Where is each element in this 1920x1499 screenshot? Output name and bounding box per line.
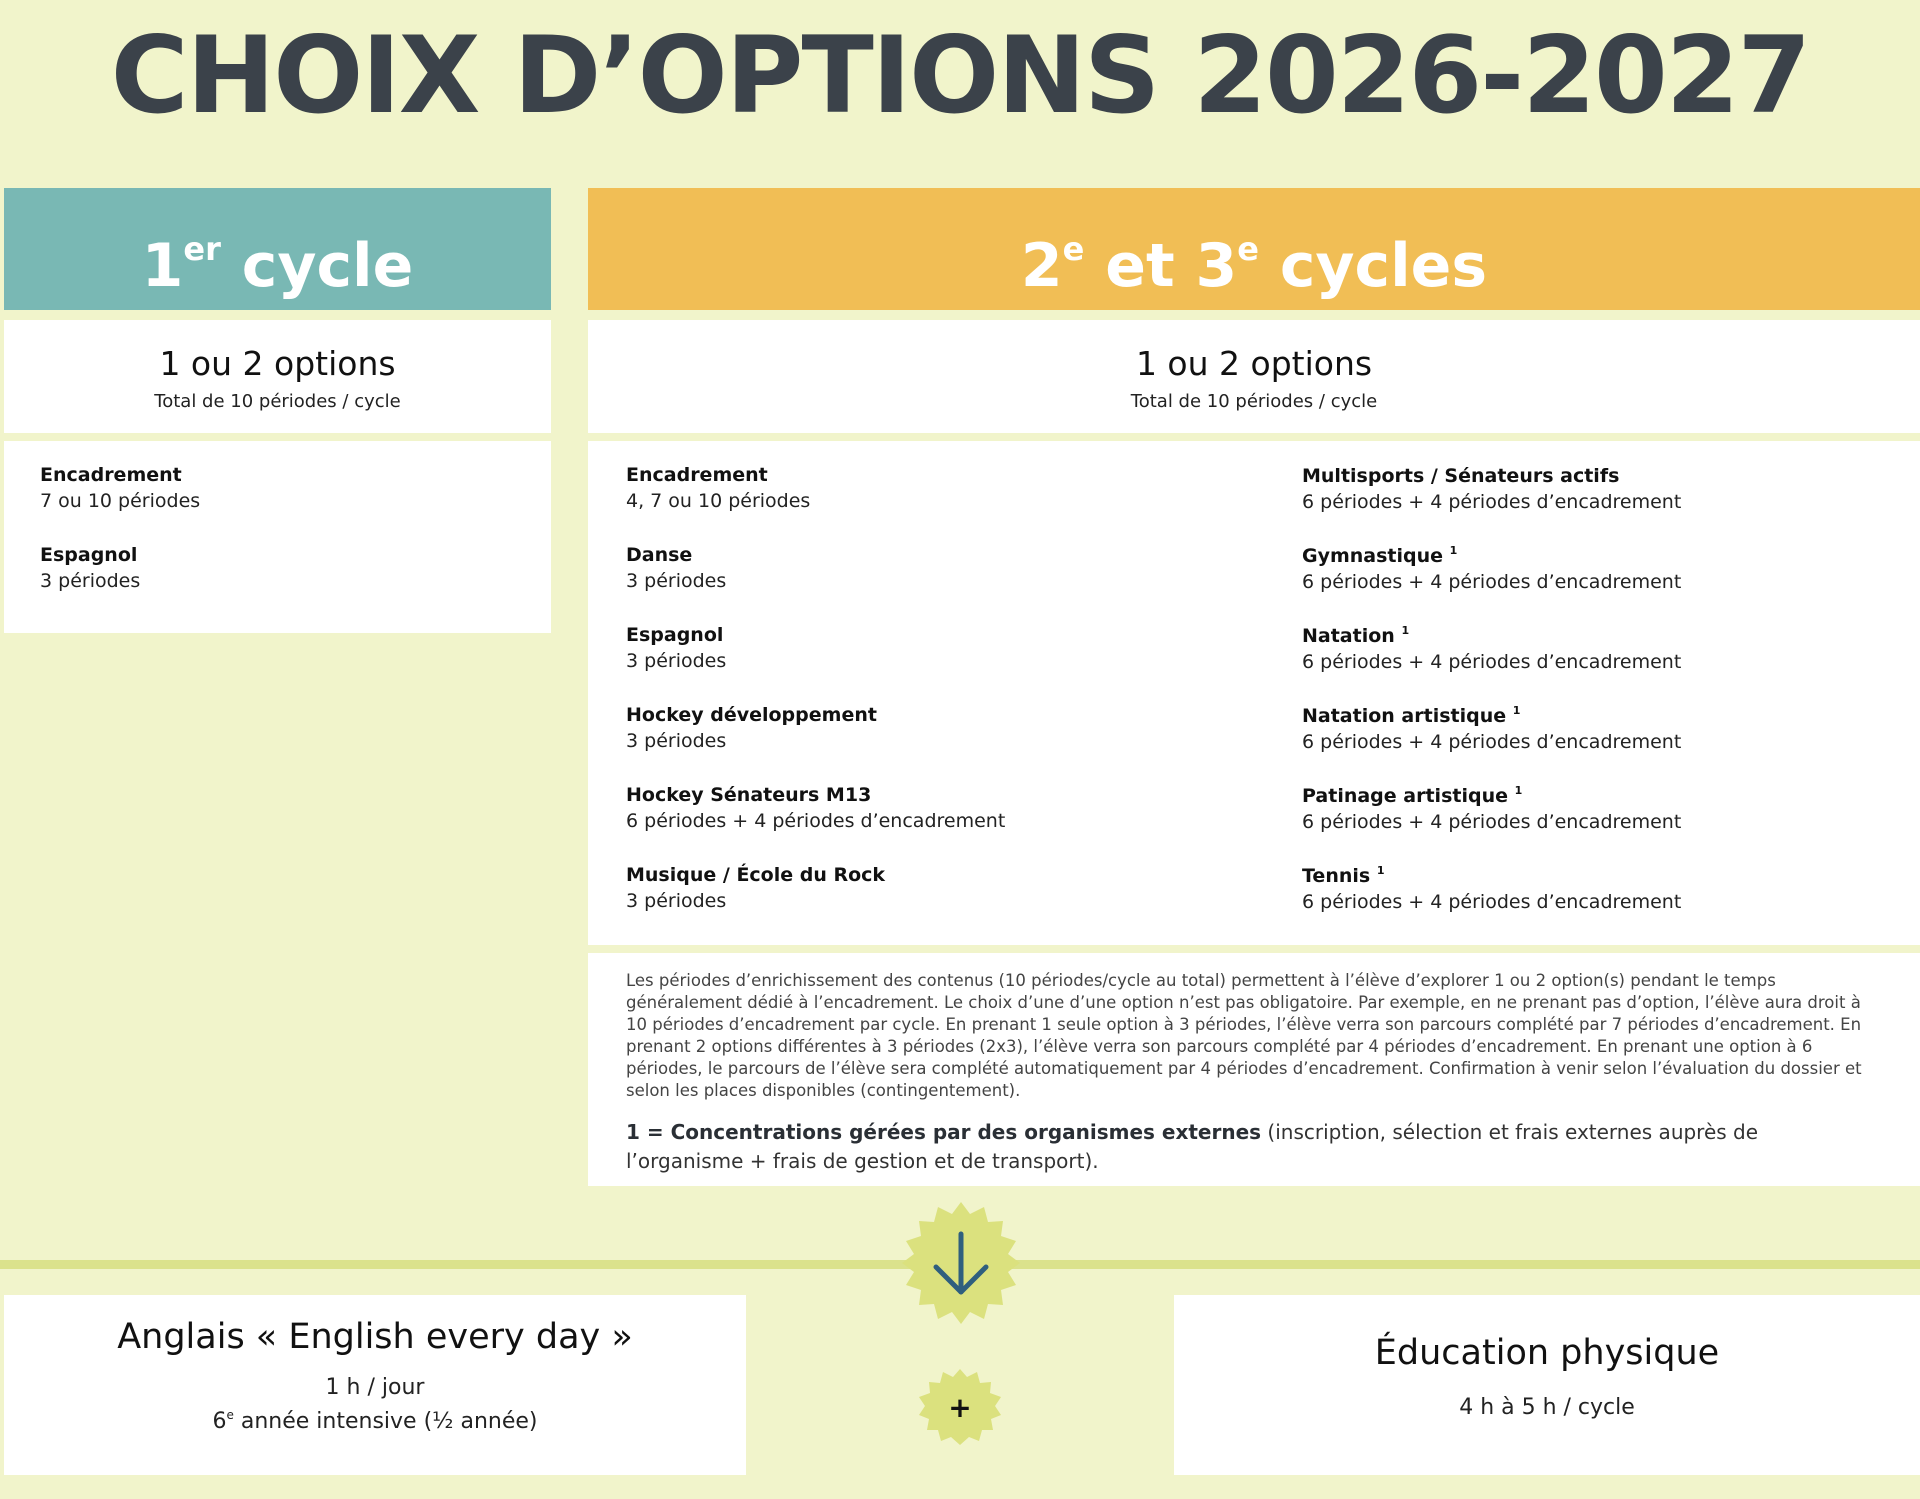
item-name: Musique / École du Rock xyxy=(626,864,886,886)
item-periods: 6 périodes + 4 périodes d’encadrement xyxy=(1302,891,1682,913)
item-name-text: Multisports / Sénateurs actifs xyxy=(1302,465,1620,487)
item-name: Danse xyxy=(626,544,693,566)
english-line2-b: année intensive (½ année) xyxy=(233,1409,538,1434)
cycle23-options-title: 1 ou 2 options xyxy=(1135,344,1373,383)
english-line2-a: 6 xyxy=(212,1409,227,1434)
explanation-note xyxy=(588,953,1920,1186)
english-line2-sup: e xyxy=(226,1408,234,1422)
footnote-bold: 1 = Concentrations gérées par des organismes externes xyxy=(626,1120,1262,1144)
pe-title: Éducation physique xyxy=(1374,1333,1720,1373)
cycle23-options-box xyxy=(588,320,1920,433)
item-name xyxy=(1302,784,1681,807)
cycle23-options-sub: Total de 10 périodes / cycle xyxy=(1130,391,1378,412)
item-periods: 6 périodes + 4 périodes d’encadrement xyxy=(1302,571,1682,593)
item-name: Hockey développement xyxy=(626,704,877,726)
list-item xyxy=(1302,784,1681,833)
item-periods: 3 périodes xyxy=(626,650,727,672)
list-item xyxy=(626,544,726,592)
item-name: Encadrement xyxy=(40,464,182,486)
item-periods: 6 périodes + 4 périodes d’encadrement xyxy=(1302,491,1682,513)
list-item xyxy=(1302,624,1681,673)
english-box xyxy=(4,1295,746,1475)
plus-icon xyxy=(917,1363,1003,1449)
cycle1-options-title: 1 ou 2 options xyxy=(159,344,396,383)
item-periods: 3 périodes xyxy=(626,890,727,912)
list-item xyxy=(40,544,140,592)
item-name-text: Natation xyxy=(1302,625,1395,647)
list-item xyxy=(40,464,200,512)
item-name-text: Natation artistique xyxy=(1302,705,1507,727)
list-item xyxy=(626,624,726,672)
english-line1: 1 h / jour xyxy=(325,1375,425,1400)
plus-symbol: + xyxy=(948,1391,972,1424)
item-periods: 4, 7 ou 10 périodes xyxy=(626,490,811,512)
list-item xyxy=(1302,464,1681,513)
item-periods: 6 périodes + 4 périodes d’encadrement xyxy=(1302,651,1682,673)
cycle23-header xyxy=(588,188,1920,310)
list-item xyxy=(1302,704,1681,753)
cycle23-header-a-sup: e xyxy=(1062,230,1085,268)
item-name xyxy=(1302,704,1681,727)
cycle1-header xyxy=(4,188,551,310)
english-title: Anglais « English every day » xyxy=(117,1317,633,1357)
item-name: Espagnol xyxy=(40,544,138,566)
cycle23-items-box xyxy=(588,441,1920,945)
list-item xyxy=(626,784,1005,832)
footnote-mark: 1 xyxy=(1514,784,1523,797)
list-item xyxy=(1302,864,1681,913)
item-periods: 3 périodes xyxy=(40,570,141,592)
cycle23-header-mid: et 3 xyxy=(1084,231,1238,301)
footnote-mark: 1 xyxy=(1449,544,1458,557)
cycle1-options-sub: Total de 10 périodes / cycle xyxy=(154,391,401,412)
list-item xyxy=(626,704,877,752)
item-name: Encadrement xyxy=(626,464,768,486)
cycle1-items-box xyxy=(4,441,551,633)
item-name: Hockey Sénateurs M13 xyxy=(626,784,872,806)
item-periods: 3 périodes xyxy=(626,730,727,752)
item-name xyxy=(1302,864,1681,887)
page-title: CHOIX D’OPTIONS 2026-2027 xyxy=(110,14,1810,137)
pe-line1: 4 h à 5 h / cycle xyxy=(1459,1395,1635,1420)
cycle1-header-sup: er xyxy=(183,230,221,268)
arrow-down-icon xyxy=(898,1200,1024,1326)
note-text: Les périodes d’enrichissement des contenus (10 périodes/cycle au total) permettent à l’élève d’explorer 1 ou 2 option(s) pendant le temps généralement dédié à l’encadrement. Le choix d’une d’une option n’est pas obligatoire. Par exemple, en ne prenant pas d’option, l’élève aura droit à 10 périodes d’encadrement par cycle. En prenant 1 seule option à 3 périodes, l’élève verra son parcours complété par 7 périodes d’encadrement. En prenant 2 options différentes à 3 périodes (2x3), l’élève verra son parcours complété par 4 périodes d’encadrement. En prenant une option à 6 périodes, le parcours de l’élève sera complété automatiquement par 4 périodes d’encadrement. Confirmation à venir selon l’évaluation du dossier et selon les places disponibles (contingentement). xyxy=(626,971,1862,1100)
footnote-mark: 1 xyxy=(1512,704,1521,717)
footnote xyxy=(626,1118,1876,1176)
footnote-mark: 1 xyxy=(1401,624,1410,637)
cycle1-header-number: 1 xyxy=(141,231,184,301)
item-name xyxy=(1302,624,1681,647)
cycle1-header-label: cycle xyxy=(220,231,414,301)
cycle23-header-label: cycles xyxy=(1258,231,1488,301)
english-line2 xyxy=(4,1408,746,1434)
list-item xyxy=(626,464,810,512)
list-item xyxy=(1302,544,1681,593)
item-periods: 6 périodes + 4 périodes d’encadrement xyxy=(1302,731,1682,753)
footnote-mark: 1 xyxy=(1376,864,1385,877)
pe-box xyxy=(1174,1295,1920,1475)
item-name-text: Tennis xyxy=(1302,865,1371,887)
item-name xyxy=(1302,544,1681,567)
item-periods: 6 périodes + 4 périodes d’encadrement xyxy=(626,810,1006,832)
cycle23-header-b-sup: e xyxy=(1237,230,1259,268)
footnote-rest: (inscription, sélection et frais externes auprès de l’organisme + frais de gestion et de transport). xyxy=(626,1120,1759,1173)
cycle23-header-a: 2 xyxy=(1020,231,1063,301)
item-name: Espagnol xyxy=(626,624,724,646)
item-name xyxy=(1302,464,1681,487)
cycle1-options-box xyxy=(4,320,551,433)
item-name-text: Patinage artistique xyxy=(1302,785,1508,807)
list-item xyxy=(626,864,885,912)
item-periods: 7 ou 10 périodes xyxy=(40,490,201,512)
item-periods: 6 périodes + 4 périodes d’encadrement xyxy=(1302,811,1682,833)
item-name-text: Gymnastique xyxy=(1302,545,1444,567)
item-periods: 3 périodes xyxy=(626,570,727,592)
